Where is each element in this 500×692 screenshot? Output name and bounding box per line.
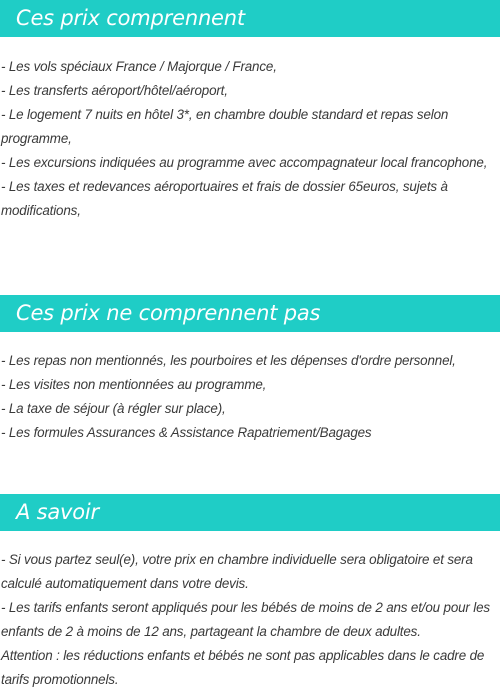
list-item: - Les vols spéciaux France / Majorque / France, (1, 59, 277, 74)
section-included (0, 0, 500, 223)
list-item: - Les excursions indiquées au programme avec accompagnateur local francophone, (1, 155, 488, 170)
section-body (0, 349, 499, 445)
list-item: - Les taxes et redevances aéroportuaires et frais de dossier 65euros, sujets à modifications, (1, 179, 448, 218)
section-title: Ces prix ne comprennent pas (16, 301, 321, 325)
section-body (0, 548, 499, 692)
section-header (0, 494, 500, 531)
list-item: - Les tarifs enfants seront appliqués pour les bébés de moins de 2 ans et/ou pour les enfants de 2 à moins de 12 ans, partageant la chambre de deux adultes. (1, 600, 490, 639)
list-item: - Le logement 7 nuits en hôtel 3*, en chambre double standard et repas selon programme, (1, 107, 449, 146)
list-item: - Les formules Assurances & Assistance Rapatriement/Bagages (1, 425, 372, 440)
list-item: - Les visites non mentionnées au programme, (1, 377, 267, 392)
section-header (0, 0, 500, 37)
list-item: Attention : les réductions enfants et bébés ne sont pas applicables dans le cadre de tarifs promotionnels. (1, 648, 485, 687)
list-item: - Les transferts aéroport/hôtel/aéroport, (1, 83, 228, 98)
section-not-included (0, 295, 500, 445)
section-title: A savoir (16, 500, 99, 524)
section-body (0, 55, 499, 223)
list-item: - La taxe de séjour (à régler sur place), (1, 401, 226, 416)
section-good-to-know (0, 494, 500, 692)
section-header (0, 295, 500, 332)
section-title: Ces prix comprennent (16, 6, 245, 30)
list-item: - Si vous partez seul(e), votre prix en chambre individuelle sera obligatoire et sera calculé automatiquement dans votre devis. (1, 552, 473, 591)
list-item: - Les repas non mentionnés, les pourboires et les dépenses d'ordre personnel, (1, 353, 456, 368)
